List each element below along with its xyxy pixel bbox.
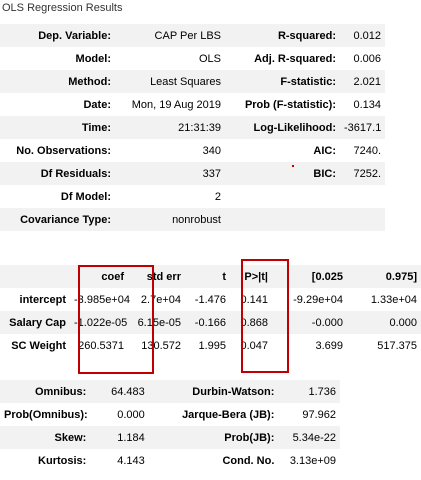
- coef-value: -1.022e-05: [70, 311, 128, 334]
- diagnostics-value: 64.483: [90, 380, 148, 403]
- summary-value: 0.012: [340, 24, 385, 47]
- diagnostics-row: [0, 426, 340, 449]
- coefficient-row: [0, 334, 421, 357]
- summary-label: Date:: [0, 93, 115, 116]
- summary-table: [0, 24, 385, 231]
- summary-value: 0.134: [340, 93, 385, 116]
- summary-label: [225, 208, 340, 231]
- p-value: 0.047: [230, 334, 272, 357]
- summary-row: [0, 93, 385, 116]
- t-value: 1.995: [185, 334, 230, 357]
- diagnostics-value: 0.000: [90, 403, 148, 426]
- ci-lower-value: -9.29e+04: [272, 288, 347, 311]
- summary-value: [340, 208, 385, 231]
- diagnostics-value: 3.13e+09: [278, 449, 340, 472]
- diagnostics-label: Cond. No.: [149, 449, 279, 472]
- t-value: -0.166: [185, 311, 230, 334]
- summary-label: Adj. R-squared:: [225, 47, 340, 70]
- diagnostics-value: 1.184: [90, 426, 148, 449]
- summary-label: Dep. Variable:: [0, 24, 115, 47]
- summary-label: Method:: [0, 70, 115, 93]
- diagnostics-row: [0, 403, 340, 426]
- p-value: 0.141: [230, 288, 272, 311]
- summary-value: 7240.: [340, 139, 385, 162]
- summary-label: Model:: [0, 47, 115, 70]
- summary-value: 7252.: [340, 162, 385, 185]
- summary-row: [0, 162, 385, 185]
- summary-label: F-statistic:: [225, 70, 340, 93]
- coef-value: -3.985e+04: [70, 288, 128, 311]
- summary-value: 2: [115, 185, 225, 208]
- column-header-ci-upper: 0.975]: [347, 265, 421, 288]
- coefficient-table: [0, 265, 421, 357]
- summary-row: [0, 24, 385, 47]
- diagnostics-label: Kurtosis:: [0, 449, 90, 472]
- summary-value: 340: [115, 139, 225, 162]
- diagnostics-label: Prob(JB):: [149, 426, 279, 449]
- summary-value: 0.006: [340, 47, 385, 70]
- summary-label: Df Residuals:: [0, 162, 115, 185]
- variable-name: intercept: [0, 288, 70, 311]
- summary-value: [340, 185, 385, 208]
- summary-row: [0, 139, 385, 162]
- summary-value: 21:31:39: [115, 116, 225, 139]
- summary-row: [0, 47, 385, 70]
- t-value: -1.476: [185, 288, 230, 311]
- summary-label: R-squared:: [225, 24, 340, 47]
- summary-row: [0, 185, 385, 208]
- coefficient-row: [0, 288, 421, 311]
- ci-upper-value: 1.33e+04: [347, 288, 421, 311]
- summary-label: BIC:: [225, 162, 340, 185]
- summary-label: Df Model:: [0, 185, 115, 208]
- column-header-t: t: [185, 265, 230, 288]
- column-header-ci-lower: [0.025: [272, 265, 347, 288]
- variable-name: SC Weight: [0, 334, 70, 357]
- std-err-value: 130.572: [128, 334, 185, 357]
- stray-mark: [292, 165, 294, 167]
- coef-value: 260.5371: [70, 334, 128, 357]
- summary-label: Prob (F-statistic):: [225, 93, 340, 116]
- summary-label: Log-Likelihood:: [225, 116, 340, 139]
- results-title: OLS Regression Results: [2, 2, 123, 14]
- coefficient-header-row: [0, 265, 421, 288]
- summary-value: Mon, 19 Aug 2019: [115, 93, 225, 116]
- p-value: 0.868: [230, 311, 272, 334]
- diagnostics-row: [0, 449, 340, 472]
- summary-value: Least Squares: [115, 70, 225, 93]
- summary-value: nonrobust: [115, 208, 225, 231]
- diagnostics-value: 4.143: [90, 449, 148, 472]
- summary-row: [0, 208, 385, 231]
- ci-lower-value: -0.000: [272, 311, 347, 334]
- std-err-value: 2.7e+04: [128, 288, 185, 311]
- summary-label: AIC:: [225, 139, 340, 162]
- summary-value: 2.021: [340, 70, 385, 93]
- summary-value: -3617.1: [340, 116, 385, 139]
- summary-label: [225, 185, 340, 208]
- summary-label: Covariance Type:: [0, 208, 115, 231]
- variable-name: Salary Cap: [0, 311, 70, 334]
- summary-row: [0, 70, 385, 93]
- diagnostics-value: 5.34e-22: [278, 426, 340, 449]
- ci-lower-value: 3.699: [272, 334, 347, 357]
- ci-upper-value: 0.000: [347, 311, 421, 334]
- diagnostics-row: [0, 380, 340, 403]
- summary-value: CAP Per LBS: [115, 24, 225, 47]
- summary-value: OLS: [115, 47, 225, 70]
- diagnostics-label: Jarque-Bera (JB):: [149, 403, 279, 426]
- diagnostics-label: Durbin-Watson:: [149, 380, 279, 403]
- std-err-value: 6.15e-05: [128, 311, 185, 334]
- diagnostics-label: Prob(Omnibus):: [0, 403, 90, 426]
- column-header-std-err: std err: [128, 265, 185, 288]
- ci-upper-value: 517.375: [347, 334, 421, 357]
- diagnostics-label: Omnibus:: [0, 380, 90, 403]
- column-header-coef: coef: [70, 265, 128, 288]
- summary-label: No. Observations:: [0, 139, 115, 162]
- diagnostics-value: 1.736: [278, 380, 340, 403]
- diagnostics-label: Skew:: [0, 426, 90, 449]
- coefficient-row: [0, 311, 421, 334]
- diagnostics-value: 97.962: [278, 403, 340, 426]
- column-header-p-value: P>|t|: [230, 265, 272, 288]
- summary-label: Time:: [0, 116, 115, 139]
- column-header: [0, 265, 70, 288]
- summary-value: 337: [115, 162, 225, 185]
- diagnostics-table: [0, 380, 340, 472]
- summary-row: [0, 116, 385, 139]
